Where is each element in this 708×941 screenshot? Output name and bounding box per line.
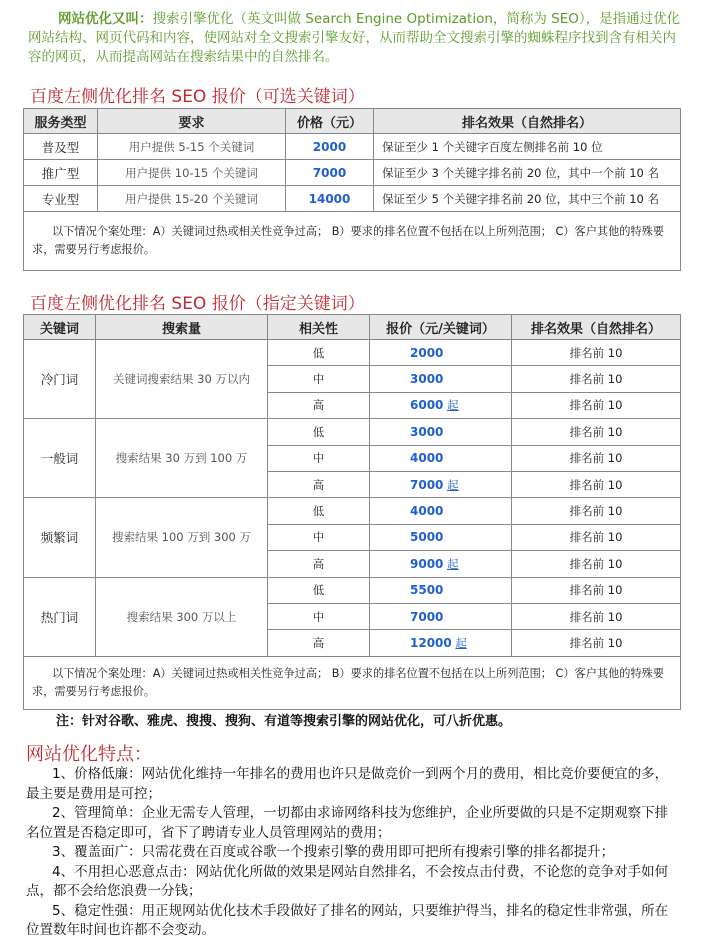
from-link[interactable]: 起 bbox=[447, 477, 459, 492]
price: 7000 bbox=[410, 609, 444, 624]
quote-cell bbox=[370, 603, 512, 629]
feature-item: 1、价格低廉：网站优化维持一年排名的费用也许只是做竞价一到两个月的费用，相比竞价要便宜的多，最主要是费用是可控； bbox=[26, 766, 669, 802]
header-price: 价格（元） bbox=[286, 109, 374, 134]
quote-cell bbox=[370, 445, 512, 471]
relevance: 低 bbox=[268, 498, 370, 524]
price: 7000 bbox=[286, 160, 374, 186]
keyword-type: 热门词 bbox=[24, 577, 96, 656]
price-table-specified bbox=[23, 314, 681, 710]
quote-cell bbox=[370, 340, 512, 366]
table-row bbox=[24, 419, 681, 445]
table-note bbox=[24, 656, 681, 709]
from-link[interactable]: 起 bbox=[447, 398, 459, 413]
requirement: 用户提供 15-20 个关键词 bbox=[98, 186, 286, 212]
table-row bbox=[24, 186, 681, 212]
effect: 保证至少 3 个关键字排名前 20 位，其中一个前 10 名 bbox=[374, 160, 681, 186]
relevance: 中 bbox=[268, 524, 370, 550]
relevance: 中 bbox=[268, 445, 370, 471]
keyword-type: 频繁词 bbox=[24, 498, 96, 577]
note-text: 以下情况个案处理：A）关键词过热或相关性竞争过高； B）要求的排名位置不包括在以上所列范围； C）客户其他的特殊要求，需要另行考虑报价。 bbox=[32, 225, 665, 256]
section1-title: 百度左侧优化排名 SEO 报价（可选关键词） bbox=[30, 87, 365, 107]
search-volume: 关键词搜索结果 30 万以内 bbox=[96, 340, 268, 419]
requirement: 用户提供 10-15 个关键词 bbox=[98, 160, 286, 186]
effect: 排名前 10 bbox=[512, 630, 681, 656]
table-header-row bbox=[24, 109, 681, 134]
table-note-row bbox=[24, 656, 681, 709]
effect: 保证至少 1 个关键字百度左侧排名前 10 位 bbox=[374, 134, 681, 160]
price: 4000 bbox=[410, 451, 444, 466]
price: 3000 bbox=[410, 372, 444, 387]
service-type: 普及型 bbox=[24, 134, 98, 160]
requirement: 用户提供 5-15 个关键词 bbox=[98, 134, 286, 160]
table-header-row bbox=[24, 315, 681, 340]
price: 5500 bbox=[410, 583, 444, 598]
table-row bbox=[24, 498, 681, 524]
effect: 排名前 10 bbox=[512, 445, 681, 471]
header-requirement: 要求 bbox=[98, 109, 286, 134]
discount-note: 注：针对谷歌、雅虎、搜搜、搜狗、有道等搜索引擎的网站优化，可八折优惠。 bbox=[56, 714, 512, 729]
relevance: 高 bbox=[268, 630, 370, 656]
from-link[interactable]: 起 bbox=[447, 556, 459, 571]
price: 12000 bbox=[410, 635, 452, 650]
search-volume: 搜索结果 100 万到 300 万 bbox=[96, 498, 268, 577]
effect: 排名前 10 bbox=[512, 577, 681, 603]
quote-cell bbox=[370, 630, 512, 656]
features-title: 网站优化特点： bbox=[26, 744, 152, 765]
quote-cell bbox=[370, 551, 512, 577]
service-type: 推广型 bbox=[24, 160, 98, 186]
effect: 排名前 10 bbox=[512, 498, 681, 524]
header-relevance: 相关性 bbox=[268, 315, 370, 340]
header-keyword: 关键词 bbox=[24, 315, 96, 340]
section2-title: 百度左侧优化排名 SEO 报价（指定关键词） bbox=[30, 294, 365, 314]
effect: 排名前 10 bbox=[512, 603, 681, 629]
price: 7000 bbox=[410, 477, 444, 492]
intro-paragraph bbox=[28, 10, 683, 67]
feature-item: 4、不用担心恶意点击：网站优化所做的效果是网站自然排名，不会按点击付费，不论您的竞争对手如何点，都不会给您浪费一分钱； bbox=[26, 863, 669, 899]
keyword-type: 冷门词 bbox=[24, 340, 96, 419]
effect: 排名前 10 bbox=[512, 471, 681, 497]
quote-cell bbox=[370, 366, 512, 392]
service-type: 专业型 bbox=[24, 186, 98, 212]
header-effect: 排名效果（自然排名） bbox=[512, 315, 681, 340]
header-quote: 报价（元/关键词） bbox=[370, 315, 512, 340]
quote-cell bbox=[370, 392, 512, 418]
price: 2000 bbox=[286, 134, 374, 160]
price: 14000 bbox=[286, 186, 374, 212]
effect: 排名前 10 bbox=[512, 419, 681, 445]
effect: 排名前 10 bbox=[512, 524, 681, 550]
feature-item: 5、稳定性强：用正规网站优化技术手段做好了排名的网站，只要维护得当，排名的稳定性非常强，所在位置数年时间也许都不会变动。 bbox=[26, 902, 669, 938]
quote-cell bbox=[370, 498, 512, 524]
from-link[interactable]: 起 bbox=[455, 635, 467, 650]
header-effect: 排名效果（自然排名） bbox=[374, 109, 681, 134]
feature-item: 2、管理简单：企业无需专人管理，一切都由求谛网络科技为您维护，企业所要做的只是不定期观察下排名位置是否稳定即可，省下了聘请专业人员管理网站的费用； bbox=[26, 805, 669, 841]
keyword-type: 一般词 bbox=[24, 419, 96, 498]
search-volume: 搜索结果 300 万以上 bbox=[96, 577, 268, 656]
quote-cell bbox=[370, 524, 512, 550]
table-note-row bbox=[24, 212, 681, 271]
relevance: 高 bbox=[268, 471, 370, 497]
price: 3000 bbox=[410, 424, 444, 439]
price-table-optional bbox=[23, 108, 681, 271]
relevance: 高 bbox=[268, 551, 370, 577]
relevance: 中 bbox=[268, 603, 370, 629]
quote-cell bbox=[370, 419, 512, 445]
price: 4000 bbox=[410, 504, 444, 519]
relevance: 低 bbox=[268, 340, 370, 366]
price: 6000 bbox=[410, 398, 444, 413]
intro-text: 搜索引擎优化（英文叫做 Search Engine Optimization，简称为 SEO），是指通过优化网站结构、网页代码和内容，使网站对全文搜索引擎友好，从而帮助全文搜索引擎的蜘蛛程序找到含有相关内容的网页，从而提高网站在搜索结果中的自然排名。 bbox=[28, 11, 681, 65]
table-row bbox=[24, 577, 681, 603]
relevance: 低 bbox=[268, 419, 370, 445]
relevance: 高 bbox=[268, 392, 370, 418]
quote-cell bbox=[370, 471, 512, 497]
header-service-type: 服务类型 bbox=[24, 109, 98, 134]
effect: 排名前 10 bbox=[512, 551, 681, 577]
relevance: 低 bbox=[268, 577, 370, 603]
effect: 排名前 10 bbox=[512, 392, 681, 418]
table-note bbox=[24, 212, 681, 271]
effect: 排名前 10 bbox=[512, 340, 681, 366]
table-row bbox=[24, 134, 681, 160]
effect: 排名前 10 bbox=[512, 366, 681, 392]
effect: 保证至少 5 个关键字排名前 20 位，其中三个前 10 名 bbox=[374, 186, 681, 212]
header-volume: 搜索量 bbox=[96, 315, 268, 340]
relevance: 中 bbox=[268, 366, 370, 392]
table-row bbox=[24, 160, 681, 186]
note-text: 以下情况个案处理：A）关键词过热或相关性竞争过高； B）要求的排名位置不包括在以上所列范围； C）客户其他的特殊要求，需要另行考虑报价。 bbox=[32, 666, 665, 698]
price: 5000 bbox=[410, 530, 444, 545]
price: 9000 bbox=[410, 556, 444, 571]
price: 2000 bbox=[410, 345, 444, 360]
table-row bbox=[24, 340, 681, 366]
features-list bbox=[26, 765, 680, 941]
feature-item: 3、覆盖面广：只需花费在百度或谷歌一个搜索引擎的费用即可把所有搜索引擎的排名都提升； bbox=[52, 844, 615, 860]
intro-lead: 网站优化又叫： bbox=[58, 11, 153, 27]
quote-cell bbox=[370, 577, 512, 603]
search-volume: 搜索结果 30 万到 100 万 bbox=[96, 419, 268, 498]
